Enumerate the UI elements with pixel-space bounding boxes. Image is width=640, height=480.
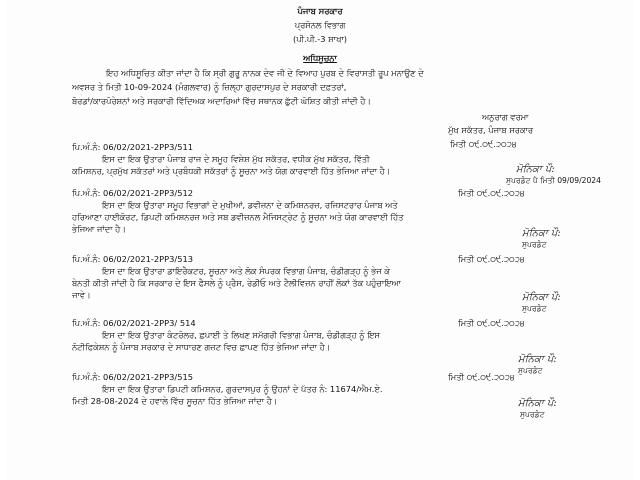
signature: ਮੋਨਿਕਾ ਪੌ: (516, 164, 555, 175)
endorsement-line: ਬੇਨਤੀ ਕੀਤੀ ਜਾਂਦੀ ਹੈ ਕਿ ਸਰਕਾਰ ਦੇ ਇਸ ਫੈਸਲੇ ਨੂੰ ਪ੍ਰੈਸ, ਰੇਡੀਓ ਅਤੇ ਟੈਲੀਵਿਜ਼ਨ ਰਾਹੀਂ ਲੋਕਾਂ ਤੱਕ ਪਹੁੰਚਾਇਆ (72, 278, 401, 288)
signature: ਮੋਨਿਕਾ ਪੌ: (522, 228, 561, 239)
endorsement-ref: ਪਿ.ਅੰ.ਨੰ: 06/02/2021-2PP3/512 (72, 188, 194, 198)
signatory-title: ਮੁੱਖ ਸਕੱਤਰ, ਪੰਜਾਬ ਸਰਕਾਰ (448, 125, 534, 135)
endorsement-line: ਭੇਜਿਆ ਜਾਂਦਾ ਹੈ। (72, 224, 126, 234)
notification-title: ਅਧਿਸੂਚਨਾ (303, 53, 337, 63)
endorsement-line: ਨੋਟੀਫਿਕੇਸ਼ਨ ਨੂੰ ਪੰਜਾਬ ਸਰਕਾਰ ਦੇ ਸਾਧਾਰਣ ਗਜ਼ਟ ਵਿਚ ਛਾਪਣ ਹਿੱਤ ਭੇਜਿਆ ਜਾਂਦਾ ਹੈ। (72, 342, 331, 352)
endorsement-line: ਮਿਤੀ 28-08-2024 ਦੇ ਹਵਾਲੇ ਵਿੱਚ ਸੂਚਨਾ ਹਿੱਤ ਭੇਜਿਆ ਜਾਂਦਾ ਹੈ। (72, 396, 278, 406)
signature: ਮੋਨਿਕਾ ਪੌ: (522, 292, 561, 303)
endorsement-line: ਹਰਿਆਣਾ ਹਾਈਕੋਰਟ, ਡਿਪਟੀ ਕਮਿਸ਼ਨਰਜ਼ ਅਤੇ ਸਬ ਡਵੀਜ਼ਨਲ ਮੈਜਿਸਟ੍ਰੇਟ ਨੂੰ ਸੂਚਨਾ ਅਤੇ ਯੋਗ ਕਾਰਵਾਈ ਹਿੱਤ (72, 212, 404, 222)
header-government: ਪੰਜਾਬ ਸਰਕਾਰ (297, 6, 343, 16)
endorsement-ref: ਪਿ.ਅੰ.ਨੰ: 06/02/2021-2PP3/ 514 (72, 318, 196, 328)
header-branch: (ਪੀ.ਪੀ.-3 ਸ਼ਾਖਾ) (293, 34, 347, 44)
signatory-name: ਅਨੁਰਾਗ ਵਰਮਾ (482, 112, 529, 122)
endorsement-line: ਇਸ ਦਾ ਇਕ ਉਤਾਰਾ ਡਿਪਟੀ ਕਮਿਸ਼ਨਰ, ਗੁਰਦਾਸਪੁਰ ਨੂੰ ਉਹਨਾਂ ਦੇ ਪੱਤਰ ਨੰ: 11674/ਐਮ.ਏ. (102, 384, 383, 394)
notification-para-line: ਇਹ ਅਧਿਸੂਚਿਤ ਕੀਤਾ ਜਾਂਦਾ ਹੈ ਕਿ ਸ੍ਰੀ ਗੁਰੂ ਨਾਨਕ ਦੇਵ ਜੀ ਦੇ ਵਿਆਹ ਪੁਰਬ ਦੇ ਵਿਰਾਸਤੀ ਰੂਪ ਮਨਾਉਣ ਦੇ (106, 68, 424, 78)
endorsement-line: ਇਸ ਦਾ ਇਕ ਉਤਾਰਾ ਡਾਇਰੈਕਟਰ, ਸੂਚਨਾ ਅਤੇ ਲੋਕ ਸੰਪਰਕ ਵਿਭਾਗ ਪੰਜਾਬ, ਚੰਡੀਗੜ੍ਹ ਨੂੰ ਭੇਜ ਕੇ (102, 266, 390, 276)
notification-para-line: ਅਵਸਰ ਤੇ ਮਿਤੀ 10-09-2024 (ਮੰਗਲਵਾਰ) ਨੂੰ ਜ਼ਿਲ੍ਹਾ ਗੁਰਦਾਸਪੁਰ ਦੇ ਸਰਕਾਰੀ ਦਫ਼ਤਰਾਂ, (72, 82, 347, 92)
notification-para-line: ਬੋਰਡਾਂ/ਕਾਰਪੋਰੇਸ਼ਨਾਂ ਅਤੇ ਸਰਕਾਰੀ ਵਿੱਦਿਅਕ ਅਦਾਰਿਆਂ ਵਿੱਚ ਸਥਾਨਕ ਛੁੱਟੀ ਘੋਸ਼ਿਤ ਕੀਤੀ ਜਾਂਦੀ ਹੈ। (72, 96, 371, 106)
signatory-date: ਮਿਤੀ ੦੯.੦੯.੨੦੨੪ (450, 139, 517, 149)
signature-title: ਸੁਪਰਡੰਟ ਪੈ ਮਿਤੀ 09/09/2024 (506, 176, 601, 185)
header-department: ਪ੍ਰਸੋਨਲ ਵਿਭਾਗ (294, 20, 346, 30)
signature: ਮੋਨਿਕਾ ਪੌ: (518, 398, 557, 409)
signature-title: ਸੁਪਰਡੰਟ (522, 240, 547, 249)
endorsement-line: ਕਮਿਸ਼ਨਰ, ਪ੍ਰਮੁੱਖ ਸਕੱਤਰਾਂ ਅਤੇ ਪ੍ਰਬੰਧਕੀ ਸਕੱਤਰਾਂ ਨੂੰ ਸੂਚਨਾ ਅਤੇ ਯੋਗ ਕਾਰਵਾਈ ਹਿੱਤ ਭੇਜਿਆ ਜਾਂਦਾ ਹੈ। (72, 166, 391, 176)
signature-title: ਸੁਪਰਡੰਟ (518, 366, 543, 375)
endorsement-line: ਇਸ ਦਾ ਇਕ ਉਤਾਰਾ ਸਮੂਹ ਵਿਭਾਗਾਂ ਦੇ ਮੁਖੀਆਂ, ਡਵੀਜ਼ਨਾ ਦੇ ਕਮਿਸ਼ਨਰਜ਼, ਰਜਿਸਟਰਾਰ ਪੰਜਾਬ ਅਤੇ (102, 200, 398, 210)
endorsement-date: ਮਿਤੀ ੦੯.੦੯.੨੦੨੪ (458, 188, 525, 198)
document-page (6, 0, 634, 480)
signature: ਮੋਨਿਕਾ ਪੌ: (518, 354, 557, 365)
endorsement-line: ਜਾਵੇ। (72, 290, 91, 300)
signature-title: ਸੁਪਰਡੰਟ (520, 410, 545, 419)
endorsement-ref: ਪਿ.ਅੰ.ਨੰ: 06/02/2021-2PP3/511 (72, 142, 194, 152)
endorsement-line: ਇਸ ਦਾ ਇਕ ਉਤਾਰਾ ਪੰਜਾਬ ਰਾਜ ਦੇ ਸਮੂਹ ਵਿਸ਼ੇਸ਼ ਮੁੱਖ ਸਕੱਤਰ, ਵਧੀਕ ਮੁੱਖ ਸਕੱਤਰ, ਵਿੱਤੀ (102, 154, 370, 164)
signature-title: ਸੁਪਰਡੰਟ (522, 304, 547, 313)
endorsement-date: ਮਿਤੀ ੦੯.੦੯.੨੦੨੪ (458, 318, 525, 328)
endorsement-date: ਮਿਤੀ ੦੯.੦੯.੨੦੨੪ (448, 372, 515, 382)
endorsement-date: ਮਿਤੀ ੦੯.੦੯.੨੦੨੪ (458, 254, 525, 264)
endorsement-ref: ਪਿ.ਅੰ.ਨੰ: 06/02/2021-2PP3/515 (72, 372, 194, 382)
endorsement-ref: ਪਿ.ਅੰ.ਨੰ: 06/02/2021-2PP3/513 (72, 254, 194, 264)
endorsement-line: ਇਸ ਦਾ ਇਕ ਉਤਾਰਾ ਕੰਟਰੋਲਰ, ਛਪਾਈ ਤੇ ਲਿਖਣ ਸਮੱਗਰੀ ਵਿਭਾਗ ਪੰਜਾਬ, ਚੰਡੀਗੜ੍ਹ ਨੂੰ ਇਸ (102, 330, 380, 340)
